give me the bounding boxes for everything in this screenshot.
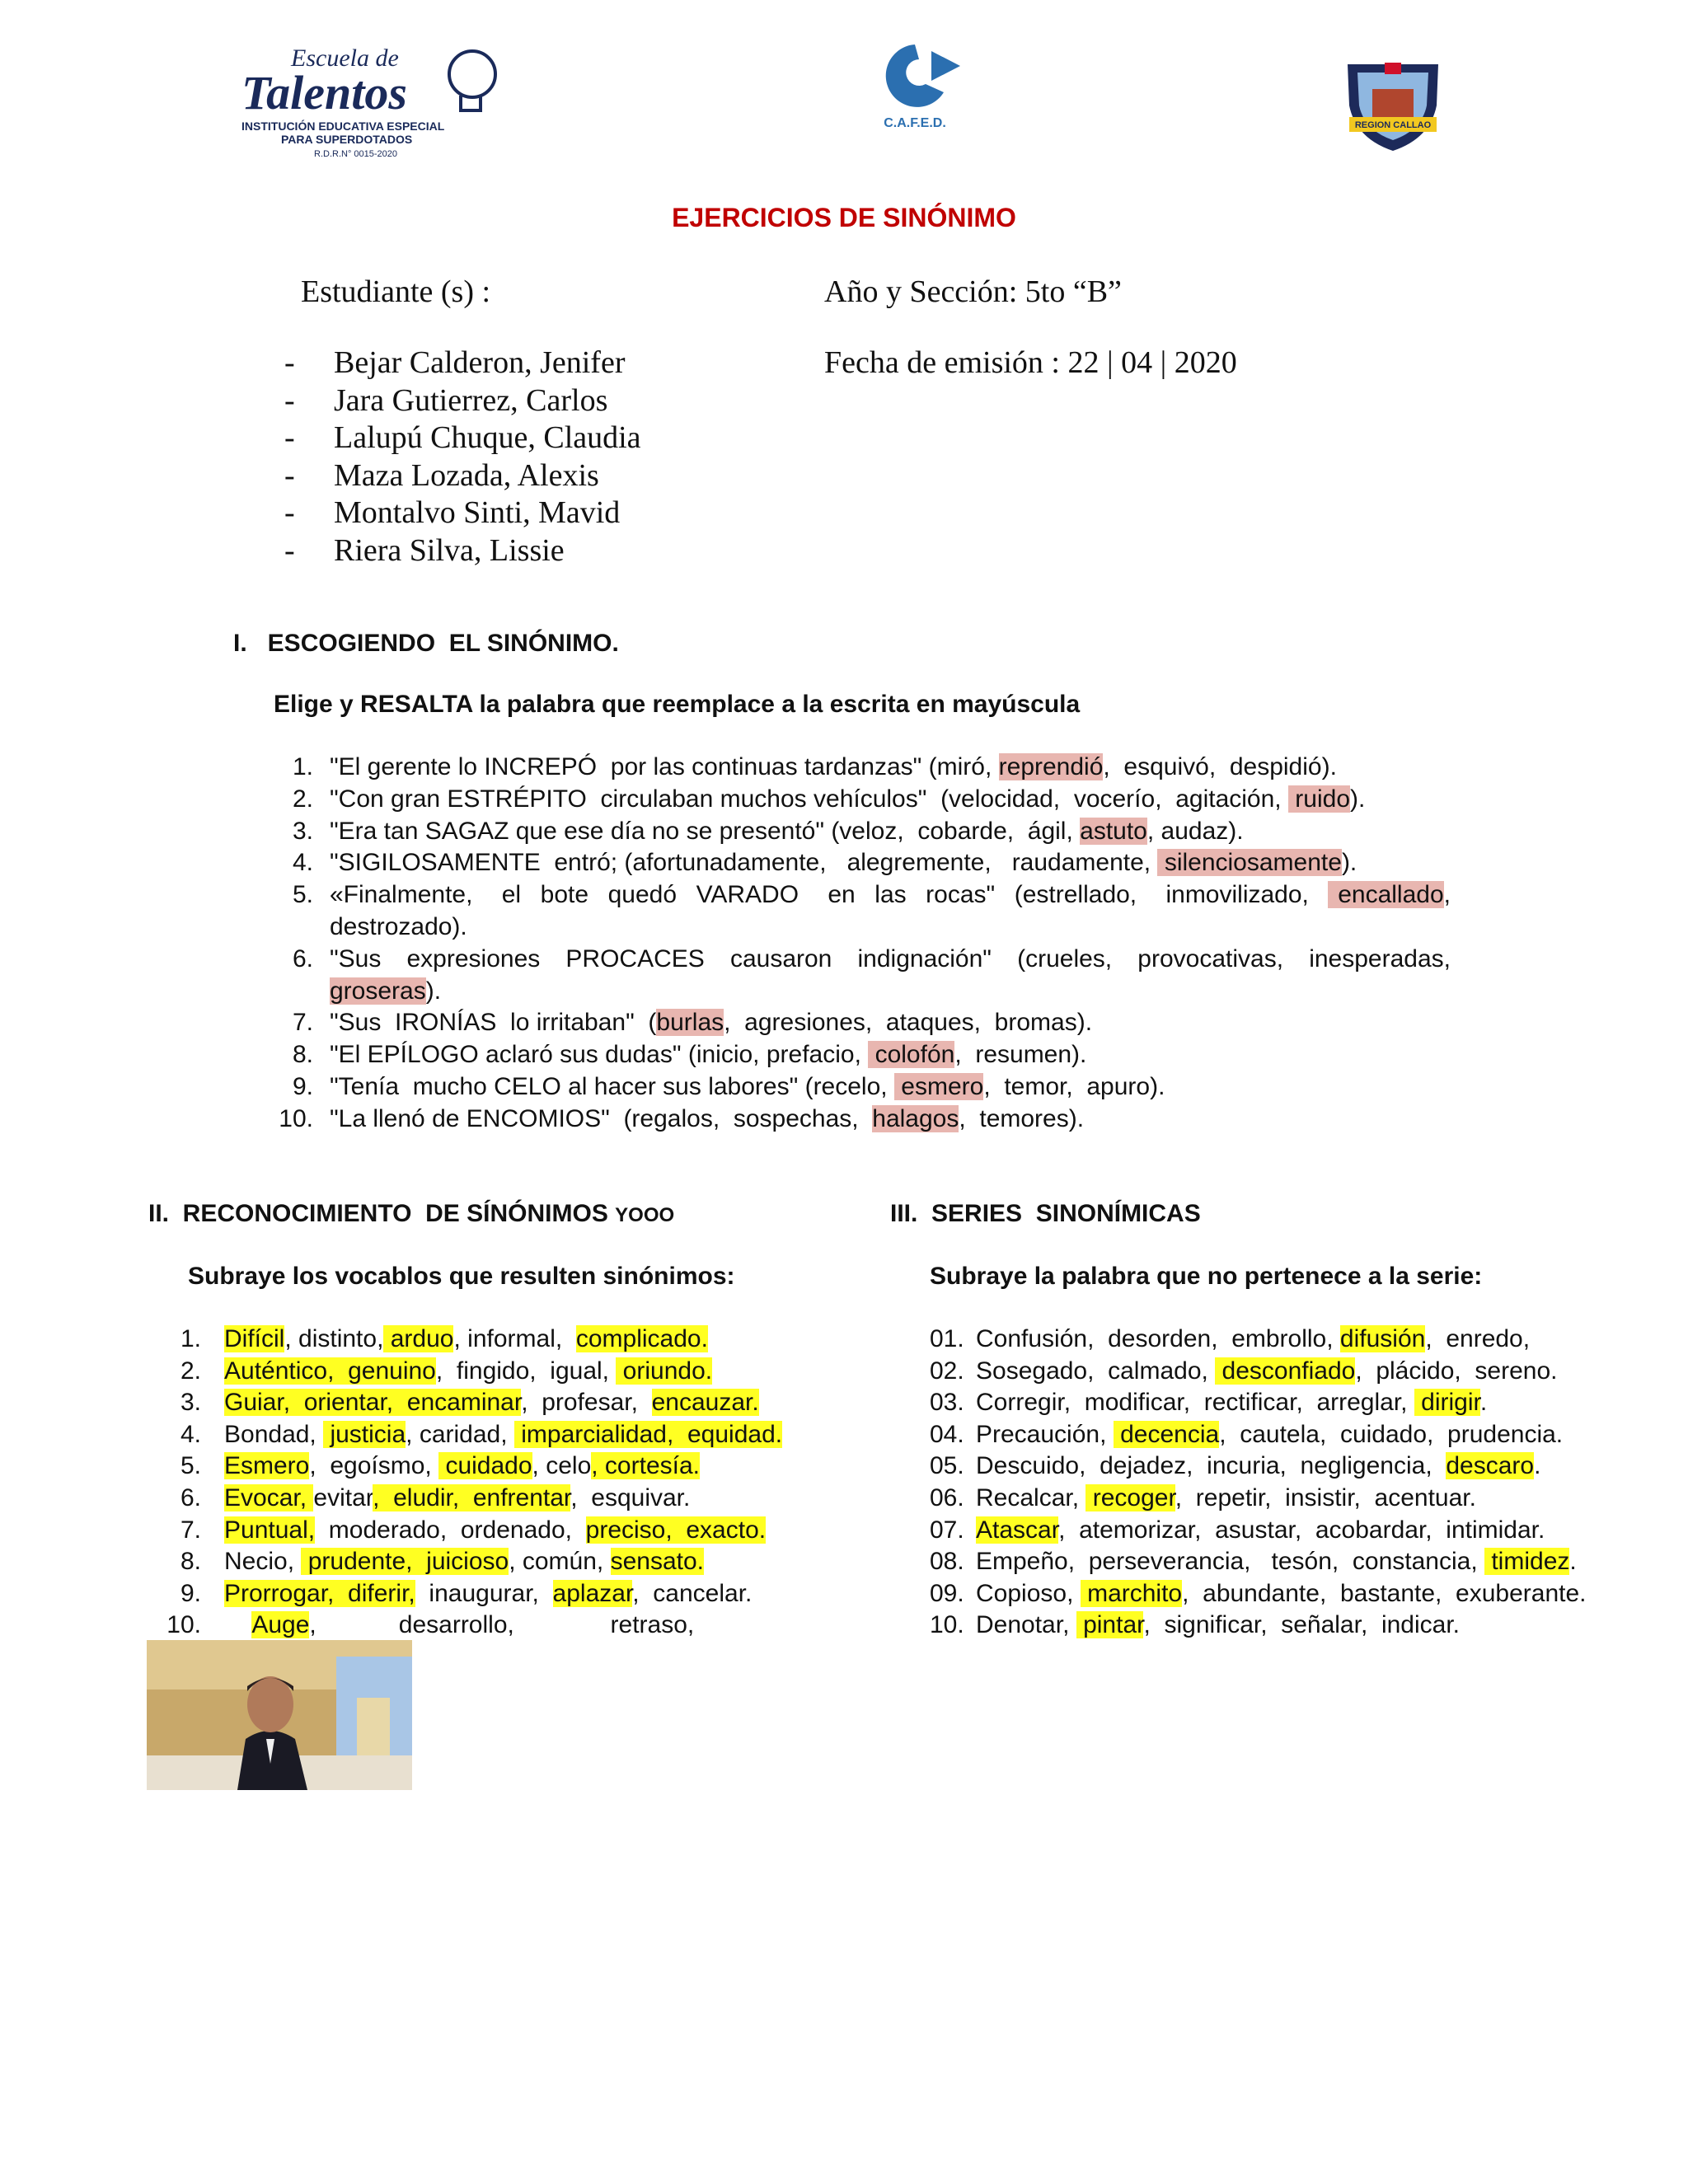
list-item [165,1356,857,1388]
text-segment: . [1479,1389,1488,1417]
student-item: - Bejar Calderon, Jenifer [284,344,641,382]
highlighted-word: halagos [872,1104,959,1132]
item-text [976,1451,1540,1483]
text-segment: , agresiones, ataques, bromas). [724,1009,1093,1037]
person-photo [147,1640,412,1790]
student-name: Montalvo Sinti, Mavid [334,495,621,530]
item-number: 08. [930,1548,964,1576]
text-segment: , egoísmo, [309,1452,439,1480]
text-segment: , audaz). [1146,817,1244,845]
student-name: Lalupú Chuque, Claudia [334,420,641,455]
item-text [976,1515,1545,1547]
list-item [264,816,1451,848]
text-segment: , desarrollo, retraso, [309,1611,790,1639]
item-number: 2. [180,1357,201,1385]
region-callao-logo [1339,48,1447,155]
highlighted-word: silenciosamente [1157,849,1342,877]
cafed-label: C.A.F.E.D. [884,116,946,130]
item-number: 05. [930,1452,964,1480]
highlighted-word: justicia [323,1420,406,1448]
logo-sub2: PARA SUPERDOTADOS [281,133,413,146]
item-number: 5. [292,881,313,909]
highlighted-word: Esmero [224,1452,310,1480]
text-segment: . [1534,1452,1541,1480]
item-number: 10. [166,1611,201,1639]
item-number: 6. [180,1483,201,1511]
text-segment: , plácido, sereno. [1355,1357,1558,1385]
item-text [976,1483,1476,1515]
highlighted-word: sensato. [610,1548,705,1576]
text-segment: , profesar, [521,1389,652,1417]
highlighted-word: dirigir [1414,1389,1480,1417]
item-number: 06. [930,1483,964,1511]
text-segment: , celo [532,1452,592,1480]
list-item [165,1451,857,1483]
item-text [330,1039,1451,1071]
item-text [224,1546,704,1578]
highlighted-word: decencia [1113,1420,1220,1448]
item-number: 4. [292,849,313,877]
students-list [284,344,641,569]
text-segment: , informal, [453,1325,576,1352]
item-number: 1. [292,753,313,780]
text-segment: "El EPÍLOGO aclaró sus dudas" (inicio, prefacio, [330,1041,869,1069]
text-segment: "La llenó de ENCOMIOS" (regalos, sospechas, [330,1104,873,1132]
item-number: 10. [279,1104,313,1132]
highlighted-word: , eludir, enfrentar [373,1483,571,1511]
text-segment [224,1611,251,1638]
highlighted-word: pintar [1076,1611,1144,1639]
text-segment: inaugurar, [415,1579,553,1607]
head-icon [449,51,495,97]
item-number: 9. [180,1579,201,1607]
highlighted-word: imparcialidad, equidad. [513,1420,783,1448]
highlighted-word: difusión [1339,1325,1426,1352]
item-number: 3. [292,817,313,845]
highlighted-word: Guiar, orientar, encaminar [224,1389,522,1417]
text-segment: ). [1350,785,1366,813]
list-item [165,1483,857,1515]
item-text [976,1610,1460,1642]
list-item [264,1007,1451,1039]
item-text [976,1356,1557,1388]
text-segment: Corregir, modificar, rectificar, arreglar, [976,1389,1414,1417]
highlighted-word: esmero [893,1072,984,1100]
item-number: 3. [180,1389,201,1417]
highlighted-word: encauzar. [651,1389,759,1417]
item-text [224,1515,766,1547]
item-text [224,1356,712,1388]
text-segment: , cancelar. [632,1579,753,1607]
item-text [976,1419,1563,1451]
emission-date: Fecha de emisión : 22 | 04 | 2020 [824,345,1237,380]
list-item [930,1419,1655,1451]
item-number: 9. [292,1072,313,1100]
student-name: Riera Silva, Lissie [334,532,565,568]
students-label: Estudiante (s) : [301,274,491,309]
item-text [330,1104,1451,1136]
text-segment: Necio, [224,1548,302,1576]
item-text [330,847,1451,879]
text-segment: "Tenía mucho CELO al hacer sus labores" (recelo, [330,1072,894,1100]
text-segment: , destrozado). [330,881,1465,940]
list-item [930,1356,1655,1388]
item-text [224,1483,690,1515]
list-item [165,1515,857,1547]
year-section: Año y Sección: 5to “B” [824,274,1122,309]
student-name: Jara Gutierrez, Carlos [334,382,608,418]
highlighted-word: astuto [1080,817,1147,845]
section2-title-text: II. RECONOCIMIENTO DE SÍNÓNIMOS [148,1200,608,1227]
logo-line2: Talentos [241,66,407,120]
text-segment: "Sus expresiones PROCACES causaron indignación" (crueles, provocativas, inesperadas, [330,944,1458,972]
item-number: 7. [292,1009,313,1037]
item-text [976,1546,1577,1578]
highlighted-word: marchito [1080,1579,1183,1607]
section2-instruction: Subraye los vocablos que resulten sinónimos: [188,1263,735,1290]
text-segment: , esquivar. [570,1483,691,1511]
item-number: 09. [930,1579,964,1607]
list-item [264,847,1451,879]
text-segment: moderado, ordenado, [315,1516,586,1544]
list-item [930,1451,1655,1483]
highlighted-word: recoger [1085,1483,1175,1511]
highlighted-word: ruido [1287,785,1351,813]
highlighted-word: prudente, juicioso [301,1548,509,1576]
item-number: 5. [180,1452,201,1480]
highlighted-word: Difícil [224,1325,285,1352]
text-segment: , esquivó, despidió). [1103,753,1337,780]
item-text [330,944,1458,1008]
section2-list [165,1324,857,1674]
list-item [930,1387,1655,1419]
highlighted-word: preciso, exacto. [585,1516,767,1544]
section1-title: I. ESCOGIENDO EL SINÓNIMO. [233,630,619,657]
item-text [224,1324,708,1356]
text-segment: "El gerente lo INCREPÓ por las continuas tardanzas" (miró, [330,753,999,780]
text-segment: "SIGILOSAMENTE entró; (afortunadamente, alegremente, raudamente, [330,849,1158,877]
highlighted-word: aplazar [552,1579,633,1607]
item-number: 4. [180,1420,201,1448]
highlighted-word: Puntual, [224,1516,316,1544]
list-item [264,944,1458,1008]
highlighted-word: Evocar, [224,1483,314,1511]
section3-title: III. SERIES SINONÍMICAS [890,1200,1201,1227]
text-segment: , temores). [959,1104,1085,1132]
list-item [264,784,1451,816]
text-segment: Confusión, desorden, embrollo, [976,1325,1340,1352]
item-text [224,1419,782,1451]
list-item [165,1578,857,1610]
logo-sub1: INSTITUCIÓN EDUCATIVA ESPECIAL [241,120,445,133]
item-number: 6. [292,944,313,972]
list-item [264,1104,1451,1136]
list-item [930,1483,1655,1515]
item-text [330,879,1465,944]
text-segment: evitar [313,1483,373,1511]
item-number: 01. [930,1325,964,1352]
list-item [165,1324,857,1356]
item-number: 8. [180,1548,201,1576]
highlighted-word: , cortesía. [591,1452,700,1480]
student-item: - Riera Silva, Lissie [284,532,641,570]
highlighted-word: Auténtico, genuino [224,1357,436,1385]
item-text [224,1387,759,1419]
item-text [224,1451,700,1483]
highlighted-word: reprendió [998,753,1104,780]
highlighted-word: Prorrogar, diferir, [224,1579,415,1607]
item-text [976,1387,1487,1419]
item-number: 03. [930,1389,964,1417]
student-item: - Lalupú Chuque, Claudia [284,419,641,457]
item-number: 1. [180,1325,201,1352]
section2-title [148,1200,674,1228]
item-number: 02. [930,1357,964,1385]
student-item: - Montalvo Sinti, Mavid [284,494,641,532]
highlighted-word: encallado [1328,881,1444,909]
list-item [930,1610,1655,1642]
escuela-de-talentos-logo [233,41,505,165]
student-item: - Jara Gutierrez, Carlos [284,382,641,420]
highlighted-word: groseras [330,977,426,1005]
list-item [264,752,1451,784]
highlighted-word: descaro [1446,1452,1535,1480]
text-segment: . [1569,1548,1577,1576]
text-segment: , significar, señalar, indicar. [1143,1611,1461,1639]
text-segment: "Sus IRONÍAS lo irritaban" ( [330,1009,657,1037]
text-segment: Recalcar, [976,1483,1086,1511]
list-item [165,1546,857,1578]
highlighted-word: desconfiado [1215,1357,1356,1385]
text-segment: , caridad, [406,1420,514,1448]
item-text [224,1578,752,1610]
text-segment: , atemorizar, asustar, acobardar, intimidar. [1058,1516,1545,1544]
list-item [264,1039,1451,1071]
text-segment: ). [425,977,442,1005]
text-segment: Empeño, perseverancia, tesón, constancia, [976,1548,1485,1576]
highlighted-word: colofón [868,1041,955,1069]
logo-line1: Escuela de [291,45,399,72]
list-item [264,879,1465,944]
highlighted-word: Atascar [976,1516,1059,1544]
logo-sub3: R.D.R.N° 0015-2020 [314,149,398,159]
text-segment: Sosegado, calmado, [976,1357,1216,1385]
page-title: EJERCICIOS DE SINÓNIMO [672,203,1016,232]
text-segment: , resumen). [954,1041,1087,1069]
student-name: Bejar Calderon, Jenifer [334,345,626,380]
cafed-logo [853,35,977,142]
item-number: 7. [180,1516,201,1544]
text-segment: , distinto, [284,1325,384,1352]
item-number: 10. [930,1611,964,1639]
item-text [330,1071,1451,1104]
item-number: 07. [930,1516,964,1544]
list-item [264,1071,1451,1104]
item-text [976,1578,1587,1610]
text-segment: , común, [509,1548,611,1576]
highlighted-word: Auge [251,1611,310,1639]
text-segment: «Finalmente, el bote quedó VARADO en las rocas" (estrellado, inmovilizado, [330,881,1329,909]
text-segment: , abundante, bastante, exuberante. [1182,1579,1587,1607]
section3-list [930,1324,1655,1642]
item-number: 2. [292,785,313,813]
item-text [330,816,1451,848]
highlighted-word: oriundo. [616,1357,713,1385]
text-segment: , repetir, insistir, acentuar. [1175,1483,1476,1511]
item-number: 04. [930,1420,964,1448]
text-segment: , fingido, igual, [435,1357,617,1385]
text-segment: "Con gran ESTRÉPITO circulaban muchos vehículos" (velocidad, vocerío, agitación, [330,785,1288,813]
text-segment: "Era tan SAGAZ que ese día no se presentó" (veloz, cobarde, ágil, [330,817,1081,845]
text-segment: Copioso, [976,1579,1081,1607]
list-item [165,1419,857,1451]
list-item [930,1324,1655,1356]
section2-title-suffix: YOOO [615,1204,675,1226]
callao-label: REGION CALLAO [1354,120,1432,130]
section3-instruction: Subraye la palabra que no pertenece a la serie: [930,1263,1483,1290]
student-item: - Maza Lozada, Alexis [284,457,641,495]
item-text [330,752,1451,784]
text-segment: ). [1341,849,1357,877]
item-text [330,1007,1451,1039]
section1-list [264,752,1465,1136]
highlighted-word: arduo [383,1325,454,1352]
list-item [930,1578,1655,1610]
item-text [330,784,1451,816]
list-item [165,1387,857,1419]
text-segment: Bondad, [224,1420,324,1448]
text-segment: Precaución, [976,1420,1114,1448]
item-number: 8. [292,1041,313,1069]
text-segment: Descuido, dejadez, incuria, negligencia, [976,1452,1447,1480]
highlighted-word: complicado. [575,1325,708,1352]
highlighted-word: burlas [656,1009,724,1037]
section1-instruction: Elige y RESALTA la palabra que reemplace a la escrita en mayúscula [274,691,1081,718]
text-segment: , temor, apuro). [983,1072,1165,1100]
highlighted-word: cuidado [438,1452,532,1480]
student-name: Maza Lozada, Alexis [334,457,599,493]
highlighted-word: timidez [1484,1548,1570,1576]
text-segment: , cautela, cuidado, prudencia. [1219,1420,1564,1448]
text-segment: , enredo, [1425,1325,1531,1352]
item-text [976,1324,1530,1356]
text-segment: Denotar, [976,1611,1076,1639]
list-item [930,1515,1655,1547]
list-item [930,1546,1655,1578]
